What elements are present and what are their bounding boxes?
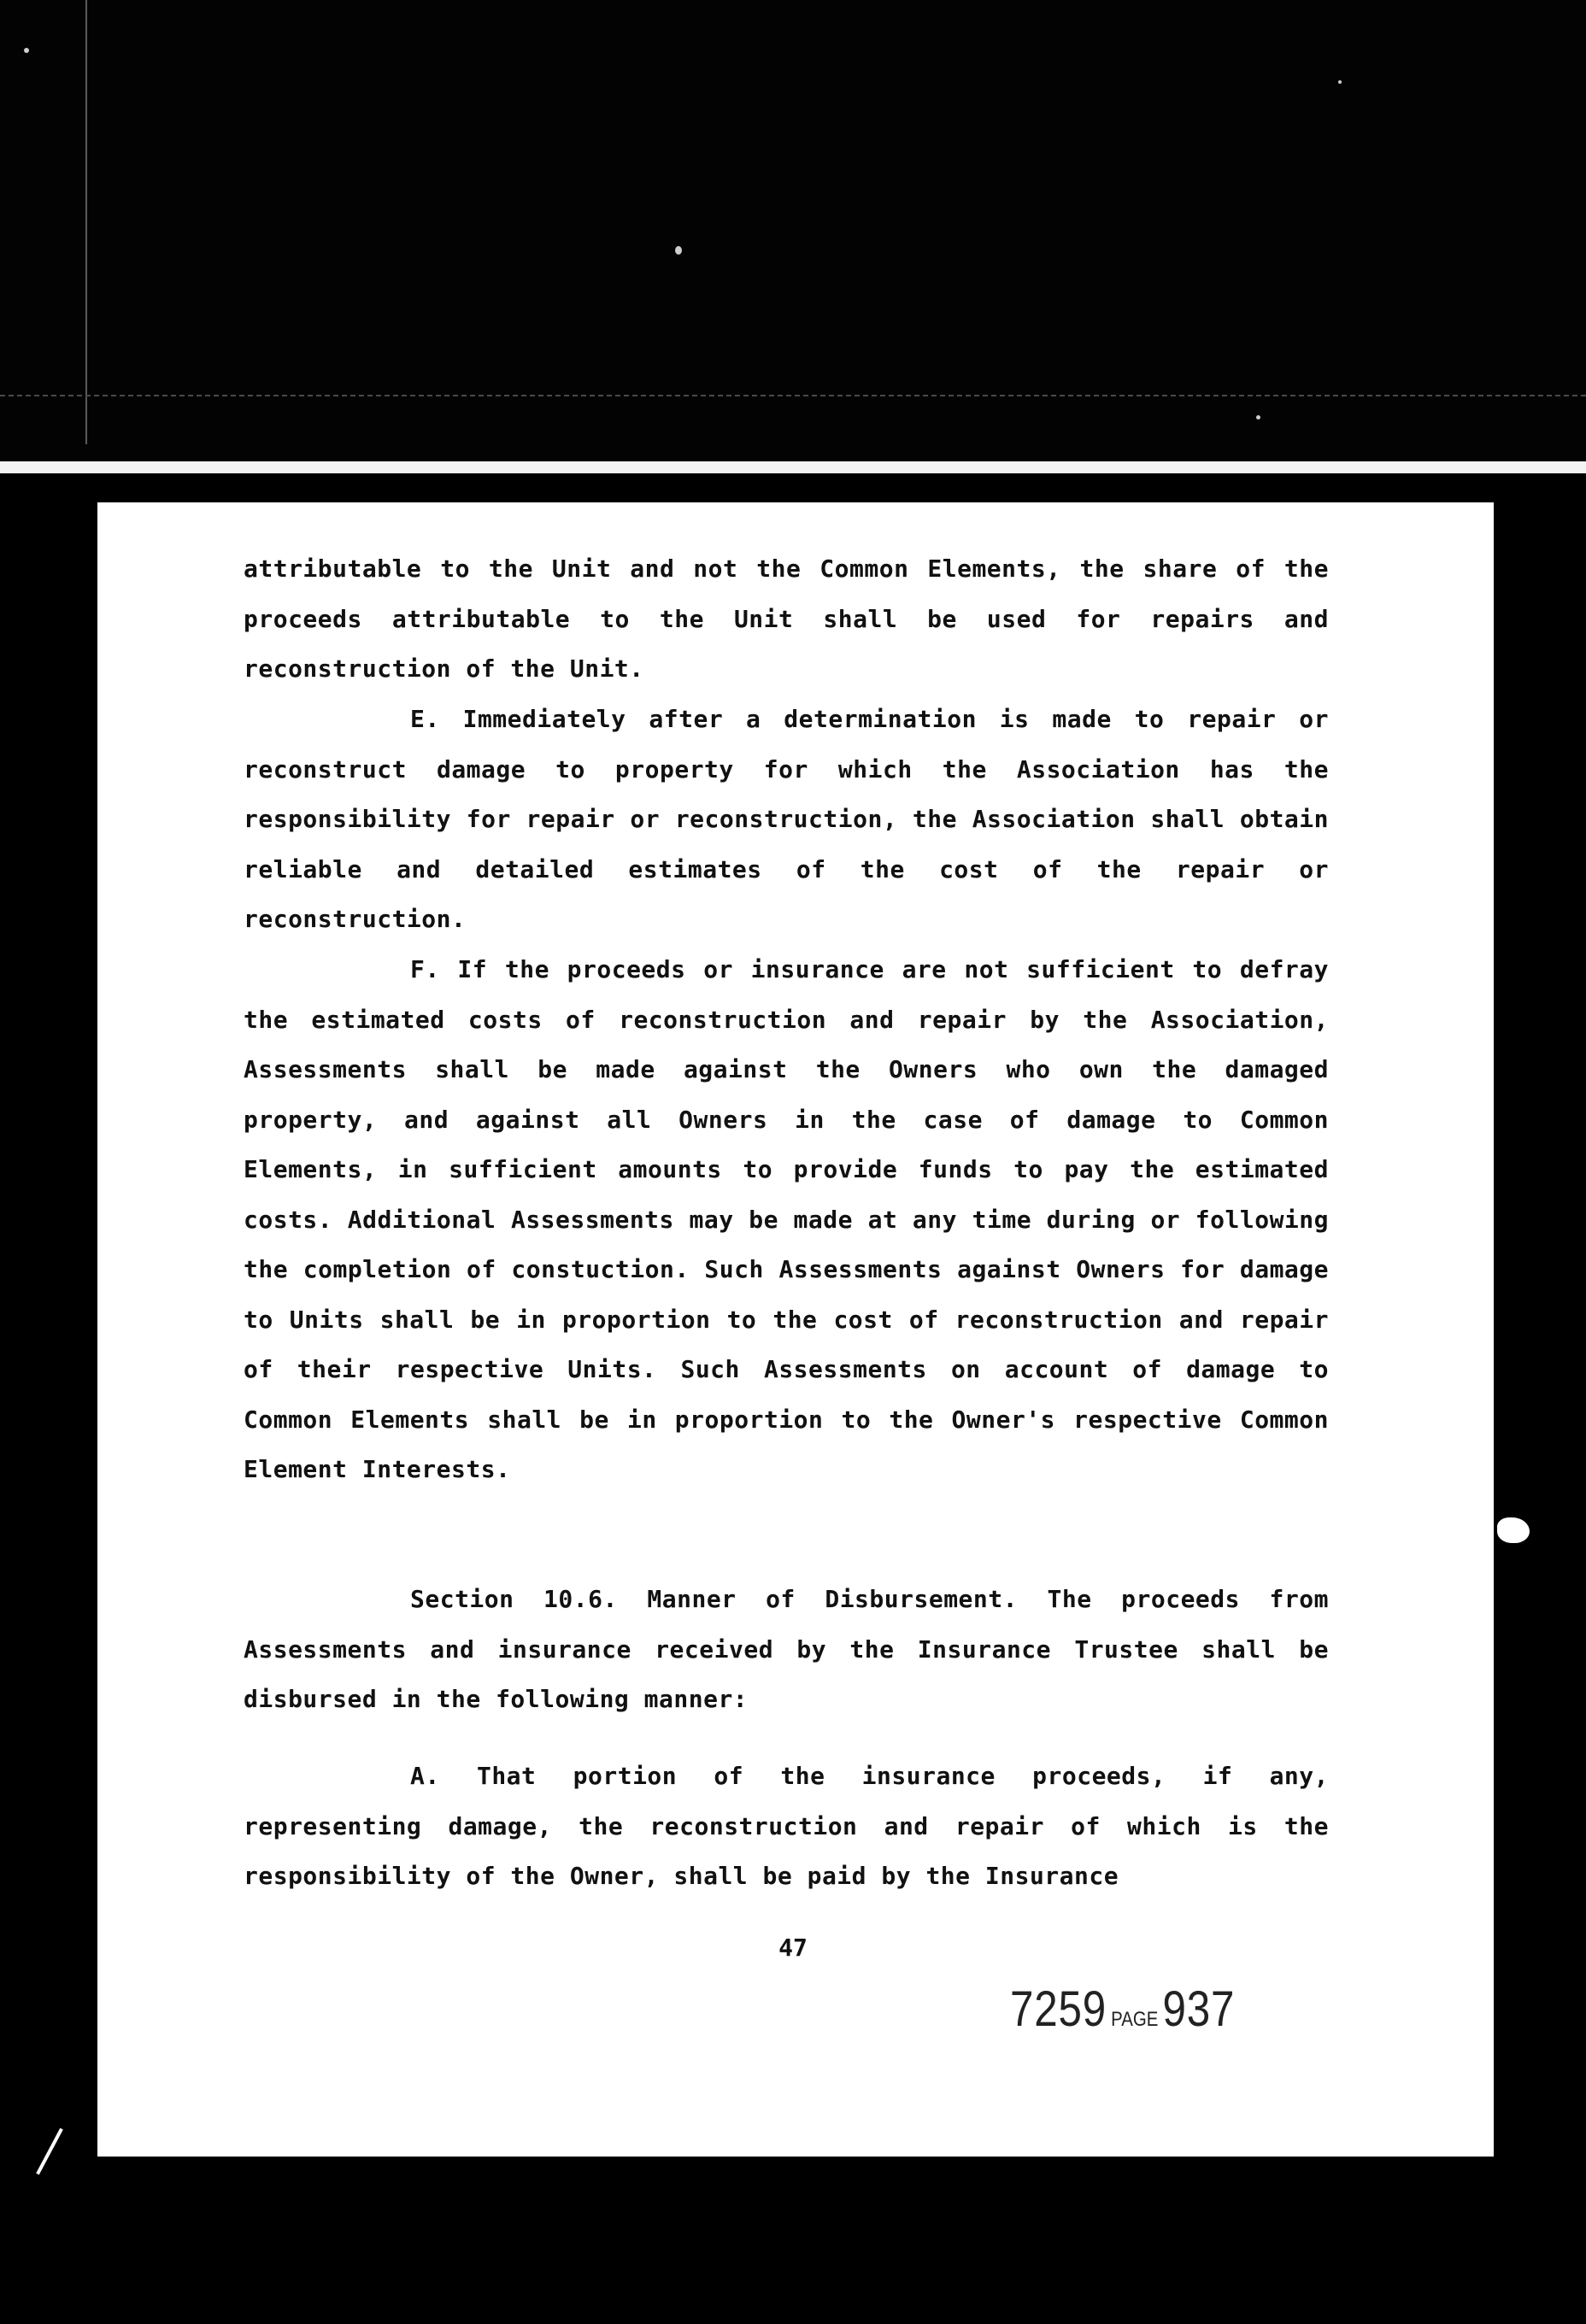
paragraph: E. Immediately after a determination is made to repair or reconstruct damage to property for which the Association has the responsibility for repair or reconstruction, the Association shall obtain reliable and detailed estimates of the cost of the repair or reconstruction. [244,705,1329,933]
scan-scratch [36,2128,63,2175]
scan-speck [675,246,682,255]
paragraph-section-10-6 [244,1575,1329,1725]
scan-speck [1338,80,1342,84]
scan-dash-line [0,395,1586,396]
paragraph-f [244,945,1329,1495]
recording-stamp [1010,1981,1235,2038]
margin-mark: ( [142,1066,161,1120]
scan-speck [1256,415,1260,420]
stamp-label: PAGE [1111,2008,1159,2031]
stamp-page: 937 [1162,1981,1236,2037]
paragraph: Section 10.6. Manner of Disbursement. The proceeds from Assessments and insurance received by the Insurance Trustee shall be disbursed in the following manner: [244,1585,1329,1713]
paragraph-a [244,1752,1329,1902]
edge-smudge [1497,1517,1530,1543]
paragraph-continuation [244,544,1329,695]
margin-mark: ( [133,1487,152,1541]
paragraph: attributable to the Unit and not the Common Elements, the share of the proceeds attributable to the Unit shall be used for repairs and reconstruction of the Unit. [244,555,1329,683]
stamp-book: 7259 [1010,1981,1107,2037]
paragraph: A. That portion of the insurance proceeds, if any, representing damage, the reconstruction and repair of which is the responsibility of the Owner, shall be paid by the Insurance [244,1762,1329,1890]
scan-dark-border [0,0,1586,461]
scan-speck [24,48,29,53]
scan-edge-line [85,0,87,444]
page-number: 47 [778,1934,808,1962]
paragraph-e [244,695,1329,945]
paragraph: F. If the proceeds or insurance are not sufficient to defray the estimated costs of reconstruction and repair by the Association, Assessments shall be made against the Owners who own the damaged property, and against all Owners in the case of damage to Common Elements, in sufficient amounts to provide funds to pay the estimated costs. Additional Assessments may be made at any time during or following the completion of constuction. Such Assessments against Owners for damage to Units shall be in proportion to the cost of reconstruction and repair of their respective Units. Such Assessments on account of damage to Common Elements shall be in proportion to the Owner's respective Common Element Interests. [244,955,1329,1483]
scan-divider-band [0,461,1586,473]
